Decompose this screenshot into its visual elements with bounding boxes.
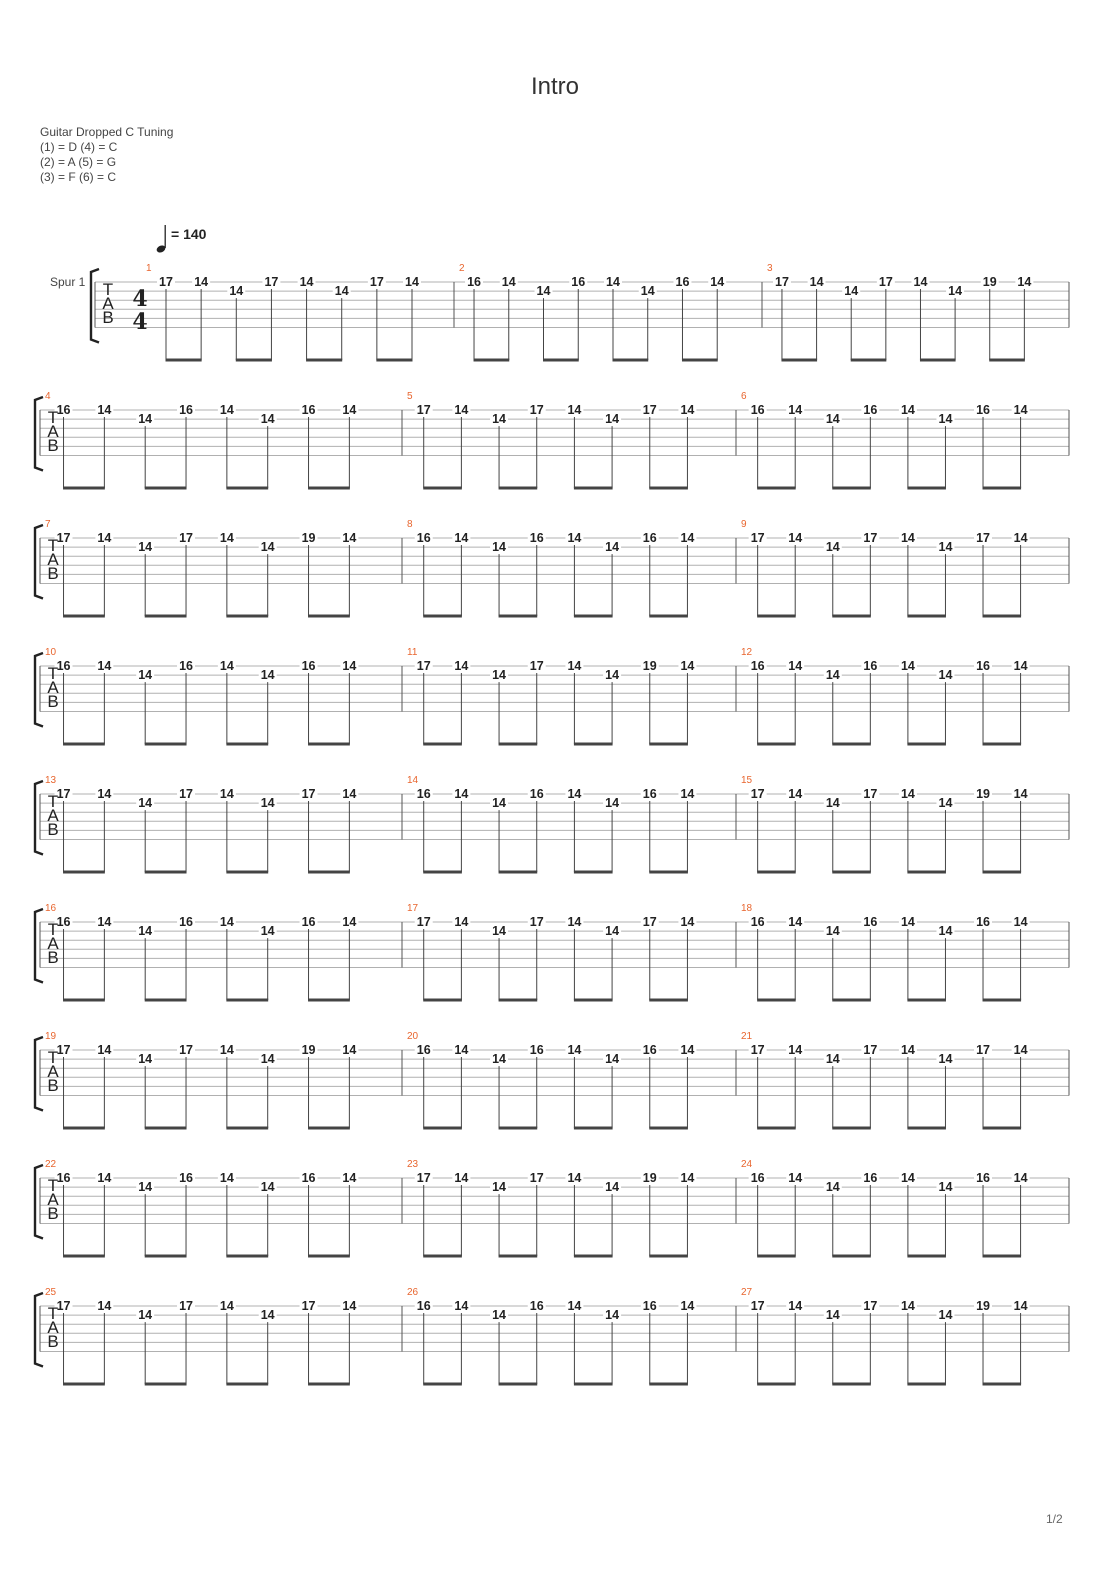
fret-number: 14 <box>788 1171 803 1185</box>
fret-number: 14 <box>605 412 620 427</box>
fret-number: 19 <box>976 787 990 801</box>
fret-number: 17 <box>179 1299 193 1313</box>
fret-number: 16 <box>416 1043 431 1057</box>
fret-number: 14 <box>938 1052 953 1067</box>
fret-number: 14 <box>1013 1299 1028 1313</box>
fret-number: 14 <box>97 403 112 417</box>
fret-number: 19 <box>642 1171 657 1185</box>
fret-number: 14 <box>454 1299 469 1313</box>
system-bracket <box>35 1165 43 1239</box>
fret-number: 16 <box>571 275 586 289</box>
fret-number: 14 <box>900 1171 915 1185</box>
fret-number: 14 <box>825 796 840 811</box>
measure-number: 17 <box>407 903 419 914</box>
fret-number: 16 <box>976 915 990 929</box>
tab-clef-letter: A <box>47 806 59 825</box>
measure-number: 8 <box>407 519 413 530</box>
fret-number: 14 <box>138 1052 153 1067</box>
fret-number: 14 <box>1013 787 1028 801</box>
tab-clef-letter: T <box>47 664 59 683</box>
fret-number: 14 <box>260 1052 275 1067</box>
fret-number: 19 <box>976 1299 990 1313</box>
fret-number: 14 <box>97 1171 112 1185</box>
fret-number: 14 <box>825 1180 840 1195</box>
fret-number: 14 <box>260 924 275 939</box>
fret-number: 14 <box>938 412 953 427</box>
fret-number: 19 <box>301 531 316 545</box>
fret-number: 16 <box>179 1171 193 1185</box>
fret-number: 14 <box>680 1171 695 1185</box>
fret-number: 14 <box>900 1043 915 1057</box>
fret-number: 17 <box>56 1043 71 1057</box>
measure-number: 22 <box>45 1159 57 1170</box>
fret-number: 16 <box>863 659 878 673</box>
fret-number: 14 <box>605 668 620 683</box>
fret-number: 14 <box>454 787 469 801</box>
fret-number: 16 <box>863 915 878 929</box>
fret-number: 14 <box>260 796 275 811</box>
fret-number: 14 <box>938 1308 953 1323</box>
fret-number: 14 <box>492 796 507 811</box>
fret-number: 16 <box>750 403 765 417</box>
fret-number: 16 <box>529 787 544 801</box>
fret-number: 14 <box>138 412 153 427</box>
fret-number: 14 <box>900 659 915 673</box>
fret-number: 14 <box>1013 659 1028 673</box>
fret-number: 16 <box>750 659 765 673</box>
fret-number: 17 <box>264 275 279 289</box>
fret-number: 14 <box>492 412 507 427</box>
fret-number: 17 <box>863 787 878 801</box>
fret-number: 14 <box>219 531 234 545</box>
measure-number: 6 <box>741 391 747 402</box>
fret-number: 14 <box>710 275 725 289</box>
fret-number: 17 <box>56 531 71 545</box>
tab-clef-letter: T <box>47 920 59 939</box>
fret-number: 17 <box>529 915 544 929</box>
tempo-text: = 140 <box>171 226 207 242</box>
fret-number: 14 <box>138 796 153 811</box>
measure-number: 2 <box>459 263 465 274</box>
fret-number: 14 <box>97 1043 112 1057</box>
system-bracket <box>35 653 43 727</box>
fret-number: 17 <box>529 1171 544 1185</box>
fret-number: 14 <box>913 275 928 289</box>
fret-number: 16 <box>675 275 690 289</box>
fret-number: 14 <box>260 668 275 683</box>
tuning-line: (2) = A (5) = G <box>40 155 117 169</box>
fret-number: 14 <box>1013 915 1028 929</box>
system-bracket <box>35 1293 43 1367</box>
fret-number: 14 <box>260 540 275 555</box>
fret-number: 14 <box>567 915 582 929</box>
fret-number: 14 <box>825 1052 840 1067</box>
fret-number: 17 <box>179 531 193 545</box>
fret-number: 14 <box>454 1171 469 1185</box>
fret-number: 14 <box>260 412 275 427</box>
fret-number: 14 <box>342 787 357 801</box>
fret-number: 14 <box>1013 1043 1028 1057</box>
fret-number: 14 <box>948 284 963 299</box>
fret-number: 16 <box>301 1171 316 1185</box>
fret-number: 14 <box>260 1308 275 1323</box>
fret-number: 14 <box>492 924 507 939</box>
fret-number: 14 <box>342 531 357 545</box>
fret-number: 16 <box>529 1299 544 1313</box>
fret-number: 14 <box>219 659 234 673</box>
fret-number: 17 <box>179 787 193 801</box>
fret-number: 17 <box>642 403 657 417</box>
fret-number: 16 <box>301 659 316 673</box>
fret-number: 17 <box>863 1299 878 1313</box>
fret-number: 14 <box>788 1043 803 1057</box>
fret-number: 14 <box>219 1299 234 1313</box>
fret-number: 14 <box>299 275 314 289</box>
measure-number: 12 <box>741 647 753 658</box>
fret-number: 16 <box>976 659 990 673</box>
fret-number: 17 <box>179 1043 193 1057</box>
fret-number: 14 <box>342 1171 357 1185</box>
fret-number: 14 <box>229 284 244 299</box>
fret-number: 14 <box>260 1180 275 1195</box>
fret-number: 14 <box>938 1180 953 1195</box>
fret-number: 14 <box>454 1043 469 1057</box>
tab-clef-letter: B <box>102 308 114 327</box>
fret-number: 17 <box>750 1299 765 1313</box>
fret-number: 14 <box>567 531 582 545</box>
tab-clef-letter: B <box>47 692 59 711</box>
fret-number: 16 <box>863 1171 878 1185</box>
tab-clef-letter: T <box>102 280 114 299</box>
fret-number: 14 <box>900 787 915 801</box>
measure-number: 21 <box>741 1031 753 1042</box>
tab-clef-letter: T <box>47 1176 59 1195</box>
measure-number: 1 <box>146 263 152 274</box>
page-number: 1/2 <box>1046 1512 1063 1526</box>
fret-number: 14 <box>900 403 915 417</box>
fret-number: 14 <box>454 915 469 929</box>
tab-clef-letter: B <box>47 948 59 967</box>
fret-number: 16 <box>642 1299 657 1313</box>
fret-number: 16 <box>642 787 657 801</box>
measure-number: 15 <box>741 775 753 786</box>
fret-number: 14 <box>680 787 695 801</box>
fret-number: 14 <box>788 659 803 673</box>
fret-number: 14 <box>788 531 803 545</box>
fret-number: 19 <box>301 1043 316 1057</box>
fret-number: 14 <box>825 412 840 427</box>
tab-clef-letter: T <box>47 792 59 811</box>
fret-number: 14 <box>342 403 357 417</box>
fret-number: 16 <box>976 403 990 417</box>
fret-number: 14 <box>342 1299 357 1313</box>
fret-number: 14 <box>536 284 551 299</box>
tab-clef-letter: A <box>47 934 59 953</box>
fret-number: 14 <box>825 668 840 683</box>
tab-clef-letter: B <box>47 1332 59 1351</box>
fret-number: 14 <box>1013 403 1028 417</box>
tab-clef-letter: B <box>47 564 59 583</box>
fret-number: 14 <box>219 1043 234 1057</box>
fret-number: 16 <box>863 403 878 417</box>
tab-clef-letter: A <box>47 422 59 441</box>
fret-number: 14 <box>97 915 112 929</box>
fret-number: 17 <box>642 915 657 929</box>
fret-number: 14 <box>219 787 234 801</box>
measure-number: 10 <box>45 647 57 658</box>
fret-number: 16 <box>642 531 657 545</box>
fret-number: 14 <box>938 668 953 683</box>
fret-number: 14 <box>97 659 112 673</box>
fret-number: 14 <box>454 403 469 417</box>
fret-number: 17 <box>56 1299 71 1313</box>
fret-number: 17 <box>863 1043 878 1057</box>
measure-number: 19 <box>45 1031 57 1042</box>
fret-number: 17 <box>416 1171 431 1185</box>
fret-number: 19 <box>982 275 997 289</box>
fret-number: 14 <box>405 275 419 289</box>
fret-number: 16 <box>301 403 316 417</box>
fret-number: 14 <box>567 1171 582 1185</box>
fret-number: 14 <box>900 531 915 545</box>
fret-number: 14 <box>492 1052 507 1067</box>
fret-number: 14 <box>1013 1171 1028 1185</box>
tab-clef-letter: T <box>47 408 59 427</box>
fret-number: 17 <box>976 531 990 545</box>
measure-number: 20 <box>407 1031 419 1042</box>
fret-number: 16 <box>56 1171 71 1185</box>
measure-number: 25 <box>45 1287 57 1298</box>
fret-number: 14 <box>138 668 153 683</box>
fret-number: 16 <box>56 403 71 417</box>
fret-number: 14 <box>605 540 620 555</box>
fret-number: 14 <box>492 1180 507 1195</box>
fret-number: 14 <box>97 787 112 801</box>
fret-number: 14 <box>194 275 209 289</box>
tab-clef-letter: T <box>47 536 59 555</box>
fret-number: 14 <box>97 531 112 545</box>
fret-number: 14 <box>938 924 953 939</box>
fret-number: 14 <box>567 1299 582 1313</box>
fret-number: 14 <box>680 531 695 545</box>
fret-number: 16 <box>529 1043 544 1057</box>
fret-number: 16 <box>467 275 481 289</box>
fret-number: 14 <box>788 915 803 929</box>
fret-number: 16 <box>416 787 431 801</box>
fret-number: 14 <box>97 1299 112 1313</box>
measure-number: 9 <box>741 519 747 530</box>
fret-number: 14 <box>138 1180 153 1195</box>
fret-number: 14 <box>825 924 840 939</box>
fret-number: 16 <box>56 915 71 929</box>
tuning-line: (1) = D (4) = C <box>40 140 118 154</box>
fret-number: 14 <box>605 1180 620 1195</box>
measure-number: 27 <box>741 1287 753 1298</box>
fret-number: 14 <box>605 1308 620 1323</box>
fret-number: 17 <box>369 275 384 289</box>
fret-number: 14 <box>334 284 349 299</box>
fret-number: 14 <box>567 659 582 673</box>
fret-number: 17 <box>750 531 765 545</box>
fret-number: 17 <box>529 659 544 673</box>
fret-number: 14 <box>938 796 953 811</box>
fret-number: 14 <box>342 659 357 673</box>
tuning-line: (3) = F (6) = C <box>40 170 117 184</box>
fret-number: 14 <box>567 1043 582 1057</box>
measure-number: 26 <box>407 1287 419 1298</box>
fret-number: 14 <box>1013 531 1028 545</box>
measure-number: 18 <box>741 903 753 914</box>
fret-number: 14 <box>605 796 620 811</box>
fret-number: 14 <box>844 284 859 299</box>
fret-number: 16 <box>416 1299 431 1313</box>
fret-number: 16 <box>750 915 765 929</box>
song-title: Intro <box>530 73 580 100</box>
tab-clef-letter: A <box>47 678 59 697</box>
tab-clef-letter: A <box>47 1190 59 1209</box>
fret-number: 17 <box>750 787 765 801</box>
fret-number: 17 <box>56 787 71 801</box>
fret-number: 14 <box>219 915 234 929</box>
measure-number: 5 <box>407 391 413 402</box>
fret-number: 14 <box>138 924 153 939</box>
tab-clef-letter: B <box>47 820 59 839</box>
tab-clef-letter: T <box>47 1048 59 1067</box>
fret-number: 14 <box>219 1171 234 1185</box>
fret-number: 16 <box>56 659 71 673</box>
measure-number: 14 <box>407 775 419 786</box>
tab-clef-letter: A <box>102 294 114 313</box>
tab-clef-letter: B <box>47 1076 59 1095</box>
system-bracket <box>35 525 43 599</box>
time-signature-numerator: 4 <box>132 286 148 312</box>
fret-number: 14 <box>900 915 915 929</box>
fret-number: 14 <box>342 915 357 929</box>
fret-number: 14 <box>138 1308 153 1323</box>
fret-number: 17 <box>159 275 173 289</box>
fret-number: 14 <box>938 540 953 555</box>
fret-number: 16 <box>642 1043 657 1057</box>
track-name: Spur 1 <box>50 275 86 289</box>
fret-number: 14 <box>788 787 803 801</box>
tab-clef-letter: B <box>47 1204 59 1223</box>
system-bracket <box>35 909 43 983</box>
fret-number: 14 <box>1017 275 1032 289</box>
fret-number: 17 <box>976 1043 990 1057</box>
fret-number: 14 <box>138 540 153 555</box>
fret-number: 14 <box>567 787 582 801</box>
fret-number: 14 <box>825 1308 840 1323</box>
fret-number: 14 <box>640 284 655 299</box>
fret-number: 14 <box>567 403 582 417</box>
measure-number: 24 <box>741 1159 753 1170</box>
measure-number: 13 <box>45 775 57 786</box>
fret-number: 17 <box>750 1043 765 1057</box>
fret-number: 16 <box>750 1171 765 1185</box>
tab-clef-letter: A <box>47 1062 59 1081</box>
fret-number: 17 <box>301 787 316 801</box>
fret-number: 17 <box>416 403 431 417</box>
fret-number: 14 <box>492 540 507 555</box>
measure-number: 23 <box>407 1159 419 1170</box>
fret-number: 17 <box>863 531 878 545</box>
measure-number: 4 <box>45 391 51 402</box>
tab-clef-letter: T <box>47 1304 59 1323</box>
fret-number: 16 <box>301 915 316 929</box>
fret-number: 17 <box>775 275 789 289</box>
time-signature-denominator: 4 <box>132 309 148 335</box>
fret-number: 17 <box>529 403 544 417</box>
fret-number: 17 <box>416 659 431 673</box>
tab-clef-letter: B <box>47 436 59 455</box>
fret-number: 14 <box>825 540 840 555</box>
measure-number: 16 <box>45 903 57 914</box>
fret-number: 14 <box>454 659 469 673</box>
fret-number: 14 <box>680 659 695 673</box>
fret-number: 16 <box>179 659 193 673</box>
fret-number: 16 <box>179 403 193 417</box>
fret-number: 14 <box>605 924 620 939</box>
tab-clef-letter: A <box>47 550 59 569</box>
fret-number: 14 <box>809 275 824 289</box>
fret-number: 17 <box>878 275 893 289</box>
measure-number: 11 <box>407 647 418 658</box>
fret-number: 16 <box>416 531 431 545</box>
fret-number: 14 <box>680 403 695 417</box>
system-bracket <box>35 397 43 471</box>
fret-number: 14 <box>342 1043 357 1057</box>
tuning-name: Guitar Dropped C Tuning <box>40 125 174 139</box>
system-bracket <box>35 781 43 855</box>
fret-number: 16 <box>976 1171 990 1185</box>
fret-number: 14 <box>492 668 507 683</box>
fret-number: 17 <box>416 915 431 929</box>
fret-number: 17 <box>301 1299 316 1313</box>
fret-number: 16 <box>529 531 544 545</box>
measure-number: 3 <box>767 263 773 274</box>
fret-number: 14 <box>788 1299 803 1313</box>
fret-number: 14 <box>680 1043 695 1057</box>
fret-number: 16 <box>179 915 193 929</box>
fret-number: 14 <box>492 1308 507 1323</box>
measure-number: 7 <box>45 519 51 530</box>
fret-number: 14 <box>788 403 803 417</box>
fret-number: 14 <box>900 1299 915 1313</box>
fret-number: 14 <box>605 1052 620 1067</box>
fret-number: 14 <box>680 1299 695 1313</box>
system-bracket <box>35 1037 43 1111</box>
fret-number: 14 <box>606 275 620 289</box>
fret-number: 14 <box>680 915 695 929</box>
fret-number: 14 <box>454 531 469 545</box>
tab-clef-letter: A <box>47 1318 59 1337</box>
fret-number: 14 <box>219 403 234 417</box>
fret-number: 14 <box>501 275 516 289</box>
fret-number: 19 <box>642 659 657 673</box>
